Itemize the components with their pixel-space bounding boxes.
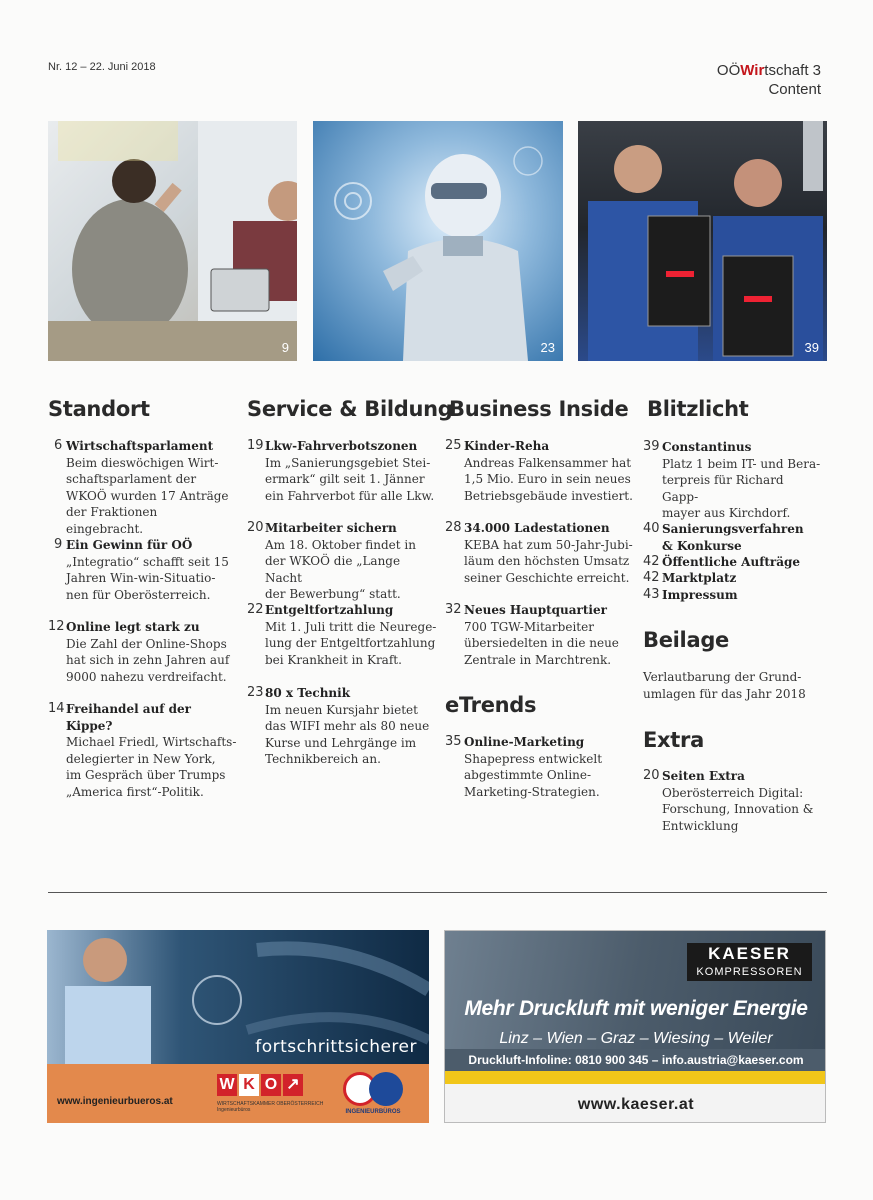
kaeser-brand-sub: KOMPRESSOREN [696, 966, 803, 978]
toc-text: im Gespräch über Trumps [66, 768, 226, 782]
toc-text: 1,5 Mio. Euro in sein neues [464, 472, 631, 486]
toc-text: Im „Sanierungsgebiet Stei- [265, 455, 431, 470]
wko-letter: W [217, 1074, 237, 1096]
brand-wir: Wir [740, 62, 765, 79]
toc-title: Wirtschaftsparlament [66, 439, 214, 453]
ad-ingenieurbueros-link[interactable]: www.ingenieurbueros.at [57, 1096, 173, 1107]
toc-text: KEBA hat zum 50-Jahr-Jubi- [464, 537, 633, 552]
heading-standort: Standort [48, 397, 150, 421]
toc-entry[interactable] [643, 521, 823, 538]
photo-high-five[interactable] [48, 121, 297, 361]
toc-text: „America first“-Politik. [66, 784, 204, 799]
toc-text: „Integratio“ schafft seit 15 [66, 554, 229, 569]
toc-entry[interactable] [48, 701, 238, 800]
toc-text: umlagen für das Jahr 2018 [643, 686, 806, 701]
toc-entry[interactable] [643, 768, 823, 834]
toc-entry[interactable] [48, 537, 238, 603]
toc-title: Öffentliche Aufträge [662, 555, 801, 569]
toc-page-number: 22 [247, 602, 264, 617]
wko-arrow-icon: ↗ [283, 1074, 303, 1096]
toc-page-number: 40 [643, 521, 660, 536]
photo-robot[interactable] [313, 121, 563, 361]
kaeser-link[interactable]: www.kaeser.at [577, 1096, 695, 1113]
beilage-text [643, 669, 823, 702]
toc-text: WKOÖ wurden 17 Anträge [66, 488, 229, 503]
toc-text: Am 18. Oktober findet in [265, 537, 416, 552]
wko-subline: WIRTSCHAFTSKAMMER OBERÖSTERREICH Ingenieurbüros [217, 1101, 324, 1113]
toc-entry[interactable] [48, 619, 238, 685]
toc-text: Andreas Falkensammer hat [464, 455, 632, 470]
heading-business-inside: Business Inside [449, 397, 629, 421]
toc-page-number: 32 [445, 602, 462, 617]
toc-text: Beim dieswöchigen Wirt- [66, 455, 219, 470]
toc-title: Freihandel auf der Kippe? [66, 702, 191, 733]
toc-text: 700 TGW-Mitarbeiter [464, 619, 594, 634]
kaeser-brand: KAESER [708, 944, 791, 963]
ad-ingenieurbueros-bar [47, 1064, 429, 1123]
toc-text: bei Krankheit in Kraft. [265, 652, 402, 667]
issue-date: Nr. 12 – 22. Juni 2018 [48, 61, 156, 73]
toc-text: mayer aus Kirchdorf. [662, 506, 791, 520]
toc-title: Entgeltfortzahlung [265, 603, 394, 617]
toc-entry[interactable] [445, 520, 635, 586]
brand-suffix: tschaft [764, 62, 809, 79]
toc-entry[interactable] [247, 520, 437, 603]
toc-text: das WIFI mehr als 80 neue [265, 719, 430, 733]
toc-title: Online-Marketing [464, 735, 585, 749]
photo-page-23: 23 [540, 340, 555, 355]
toc-text: läum den höchsten Umsatz [464, 554, 630, 568]
photo-award[interactable] [578, 121, 827, 361]
kaeser-yellow-band [445, 1071, 826, 1084]
wko-letter: K [239, 1074, 259, 1096]
toc-text: ein Fahrverbot für alle Lkw. [265, 488, 435, 503]
ad-ingenieurbueros[interactable] [47, 930, 429, 1123]
toc-page-number: 12 [48, 619, 65, 634]
heading-etrends: eTrends [445, 693, 537, 717]
toc-page-number: 14 [48, 701, 65, 716]
toc-title: Ein Gewinn für OÖ [66, 538, 193, 552]
toc-entry[interactable] [247, 438, 437, 504]
toc-text: Zentrale in Marchtrenk. [464, 652, 612, 667]
toc-text: nen für Oberösterreich. [66, 587, 211, 602]
toc-text: lung der Entgeltfortzahlung [265, 636, 436, 650]
toc-page-number: 42 [643, 554, 660, 569]
toc-text: übersiedelten in die neue [464, 636, 619, 650]
wko-letter: O [261, 1074, 281, 1096]
heading-extra: Extra [643, 728, 704, 752]
toc-page-number: 42 [643, 570, 660, 585]
toc-text: Oberösterreich Digital: [662, 785, 804, 800]
toc-page-number: 28 [445, 520, 462, 535]
toc-entry[interactable] [643, 439, 823, 522]
toc-text: Kurse und Lehrgänge im [265, 735, 417, 750]
toc-text: Michael Friedl, Wirtschafts- [66, 735, 237, 749]
toc-text: der Fraktionen eingebracht. [66, 505, 158, 536]
photo-robot-art [313, 121, 563, 361]
kaeser-headline: Mehr Druckluft mit weniger Energie [464, 997, 808, 1020]
toc-text: seiner Geschichte erreicht. [464, 570, 630, 585]
toc-text: ermark“ gilt seit 1. Jänner [265, 472, 425, 486]
toc-text: 9000 nahezu verdreifacht. [66, 669, 227, 684]
page-number: 3 [812, 62, 821, 79]
toc-page-number: 19 [247, 438, 264, 453]
heading-beilage: Beilage [643, 628, 729, 652]
toc-entry[interactable] [643, 570, 823, 587]
toc-title: & Konkurse [662, 539, 742, 553]
toc-title: Lkw-Fahrverbotszonen [265, 439, 418, 453]
toc-entry[interactable] [445, 602, 635, 668]
toc-text: Verlautbarung der Grund- [643, 670, 802, 684]
toc-page-number: 20 [247, 520, 264, 535]
toc-text: der Bewerbung“ statt. [265, 587, 401, 601]
toc-page-number: 25 [445, 438, 462, 453]
toc-text: delegierter in New York, [66, 751, 216, 766]
toc-text: terpreis für Richard Gapp- [662, 473, 784, 504]
ingenieurbueros-logo-label: INGENIEURBÜROS [345, 1109, 401, 1115]
toc-text: Die Zahl der Online-Shops [66, 636, 227, 651]
photo-high-five-art [48, 121, 297, 361]
toc-entry-continued[interactable] [643, 538, 823, 555]
ad-ingenieurbueros-claim: fortschrittsicherer [255, 1037, 417, 1057]
toc-page-number: 43 [643, 587, 660, 602]
logo-circle-eu-icon [369, 1072, 403, 1106]
toc-page-number: 6 [54, 438, 63, 453]
toc-title: Seiten Extra [662, 769, 745, 783]
toc-text: Entwicklung [662, 818, 739, 833]
divider [48, 892, 827, 893]
photo-award-art [578, 121, 827, 361]
toc-entry[interactable] [445, 438, 635, 504]
brand-line [717, 61, 821, 80]
toc-entry[interactable] [247, 602, 437, 668]
toc-title: Mitarbeiter sichern [265, 521, 397, 535]
section-label: Content [768, 81, 821, 98]
kaeser-cities: Linz – Wien – Graz – Wiesing – Weiler [499, 1030, 773, 1047]
toc-entry[interactable] [643, 587, 823, 604]
toc-text: Technikbereich an. [265, 752, 381, 766]
toc-text: Mit 1. Juli tritt die Neurege- [265, 619, 437, 634]
toc-page-number: 35 [445, 734, 462, 749]
toc-entry[interactable] [48, 438, 238, 537]
toc-text: abgestimmte Online- [464, 768, 592, 782]
toc-title: Online legt stark zu [66, 620, 200, 634]
toc-page-number: 20 [643, 768, 660, 783]
toc-page-number: 23 [247, 685, 264, 700]
toc-text: Shapepress entwickelt [464, 751, 603, 766]
toc-text: Platz 1 beim IT- und Bera- [662, 456, 821, 471]
toc-title: Sanierungsverfahren [662, 522, 804, 536]
toc-page-number: 39 [643, 439, 660, 454]
photo-page-39: 39 [804, 340, 819, 355]
ingenieurbueros-logo [337, 1070, 409, 1118]
heading-service-bildung: Service & Bildung [247, 397, 453, 421]
toc-title: Kinder-Reha [464, 439, 550, 453]
toc-text: schaftsparlament der [66, 472, 197, 486]
toc-entry[interactable] [445, 734, 635, 800]
toc-page-number: 9 [54, 537, 63, 552]
kaeser-infoline: Druckluft-Infoline: 0810 900 345 – info.austria@kaeser.com [468, 1053, 804, 1067]
ad-kaeser[interactable] [444, 930, 826, 1123]
toc-title: Marktplatz [662, 571, 737, 585]
toc-title: Impressum [662, 588, 738, 602]
toc-title: Neues Hauptquartier [464, 603, 607, 617]
toc-title: Constantinus [662, 440, 752, 454]
toc-title: 34.000 Ladestationen [464, 521, 610, 535]
toc-entry[interactable] [643, 554, 823, 571]
heading-blitzlicht: Blitzlicht [647, 397, 749, 421]
brand-prefix: OÖ [716, 62, 741, 79]
masthead [717, 61, 821, 99]
toc-entry[interactable] [247, 685, 437, 768]
toc-text: Forschung, Innovation & [662, 802, 814, 816]
toc-text: Jahren Win-win-Situatio- [66, 571, 216, 585]
wko-logo [217, 1074, 317, 1098]
toc-text: Betriebsgebäude investiert. [464, 488, 633, 503]
toc-text: Im neuen Kursjahr bietet [265, 702, 418, 717]
kaeser-logo [687, 943, 812, 981]
toc-title: 80 x Technik [265, 686, 351, 700]
photo-page-9: 9 [281, 340, 289, 355]
toc-text: hat sich in zehn Jahren auf [66, 653, 230, 667]
toc-text: Marketing-Strategien. [464, 784, 600, 799]
toc-text: der WKOÖ die „Lange Nacht [265, 554, 401, 585]
